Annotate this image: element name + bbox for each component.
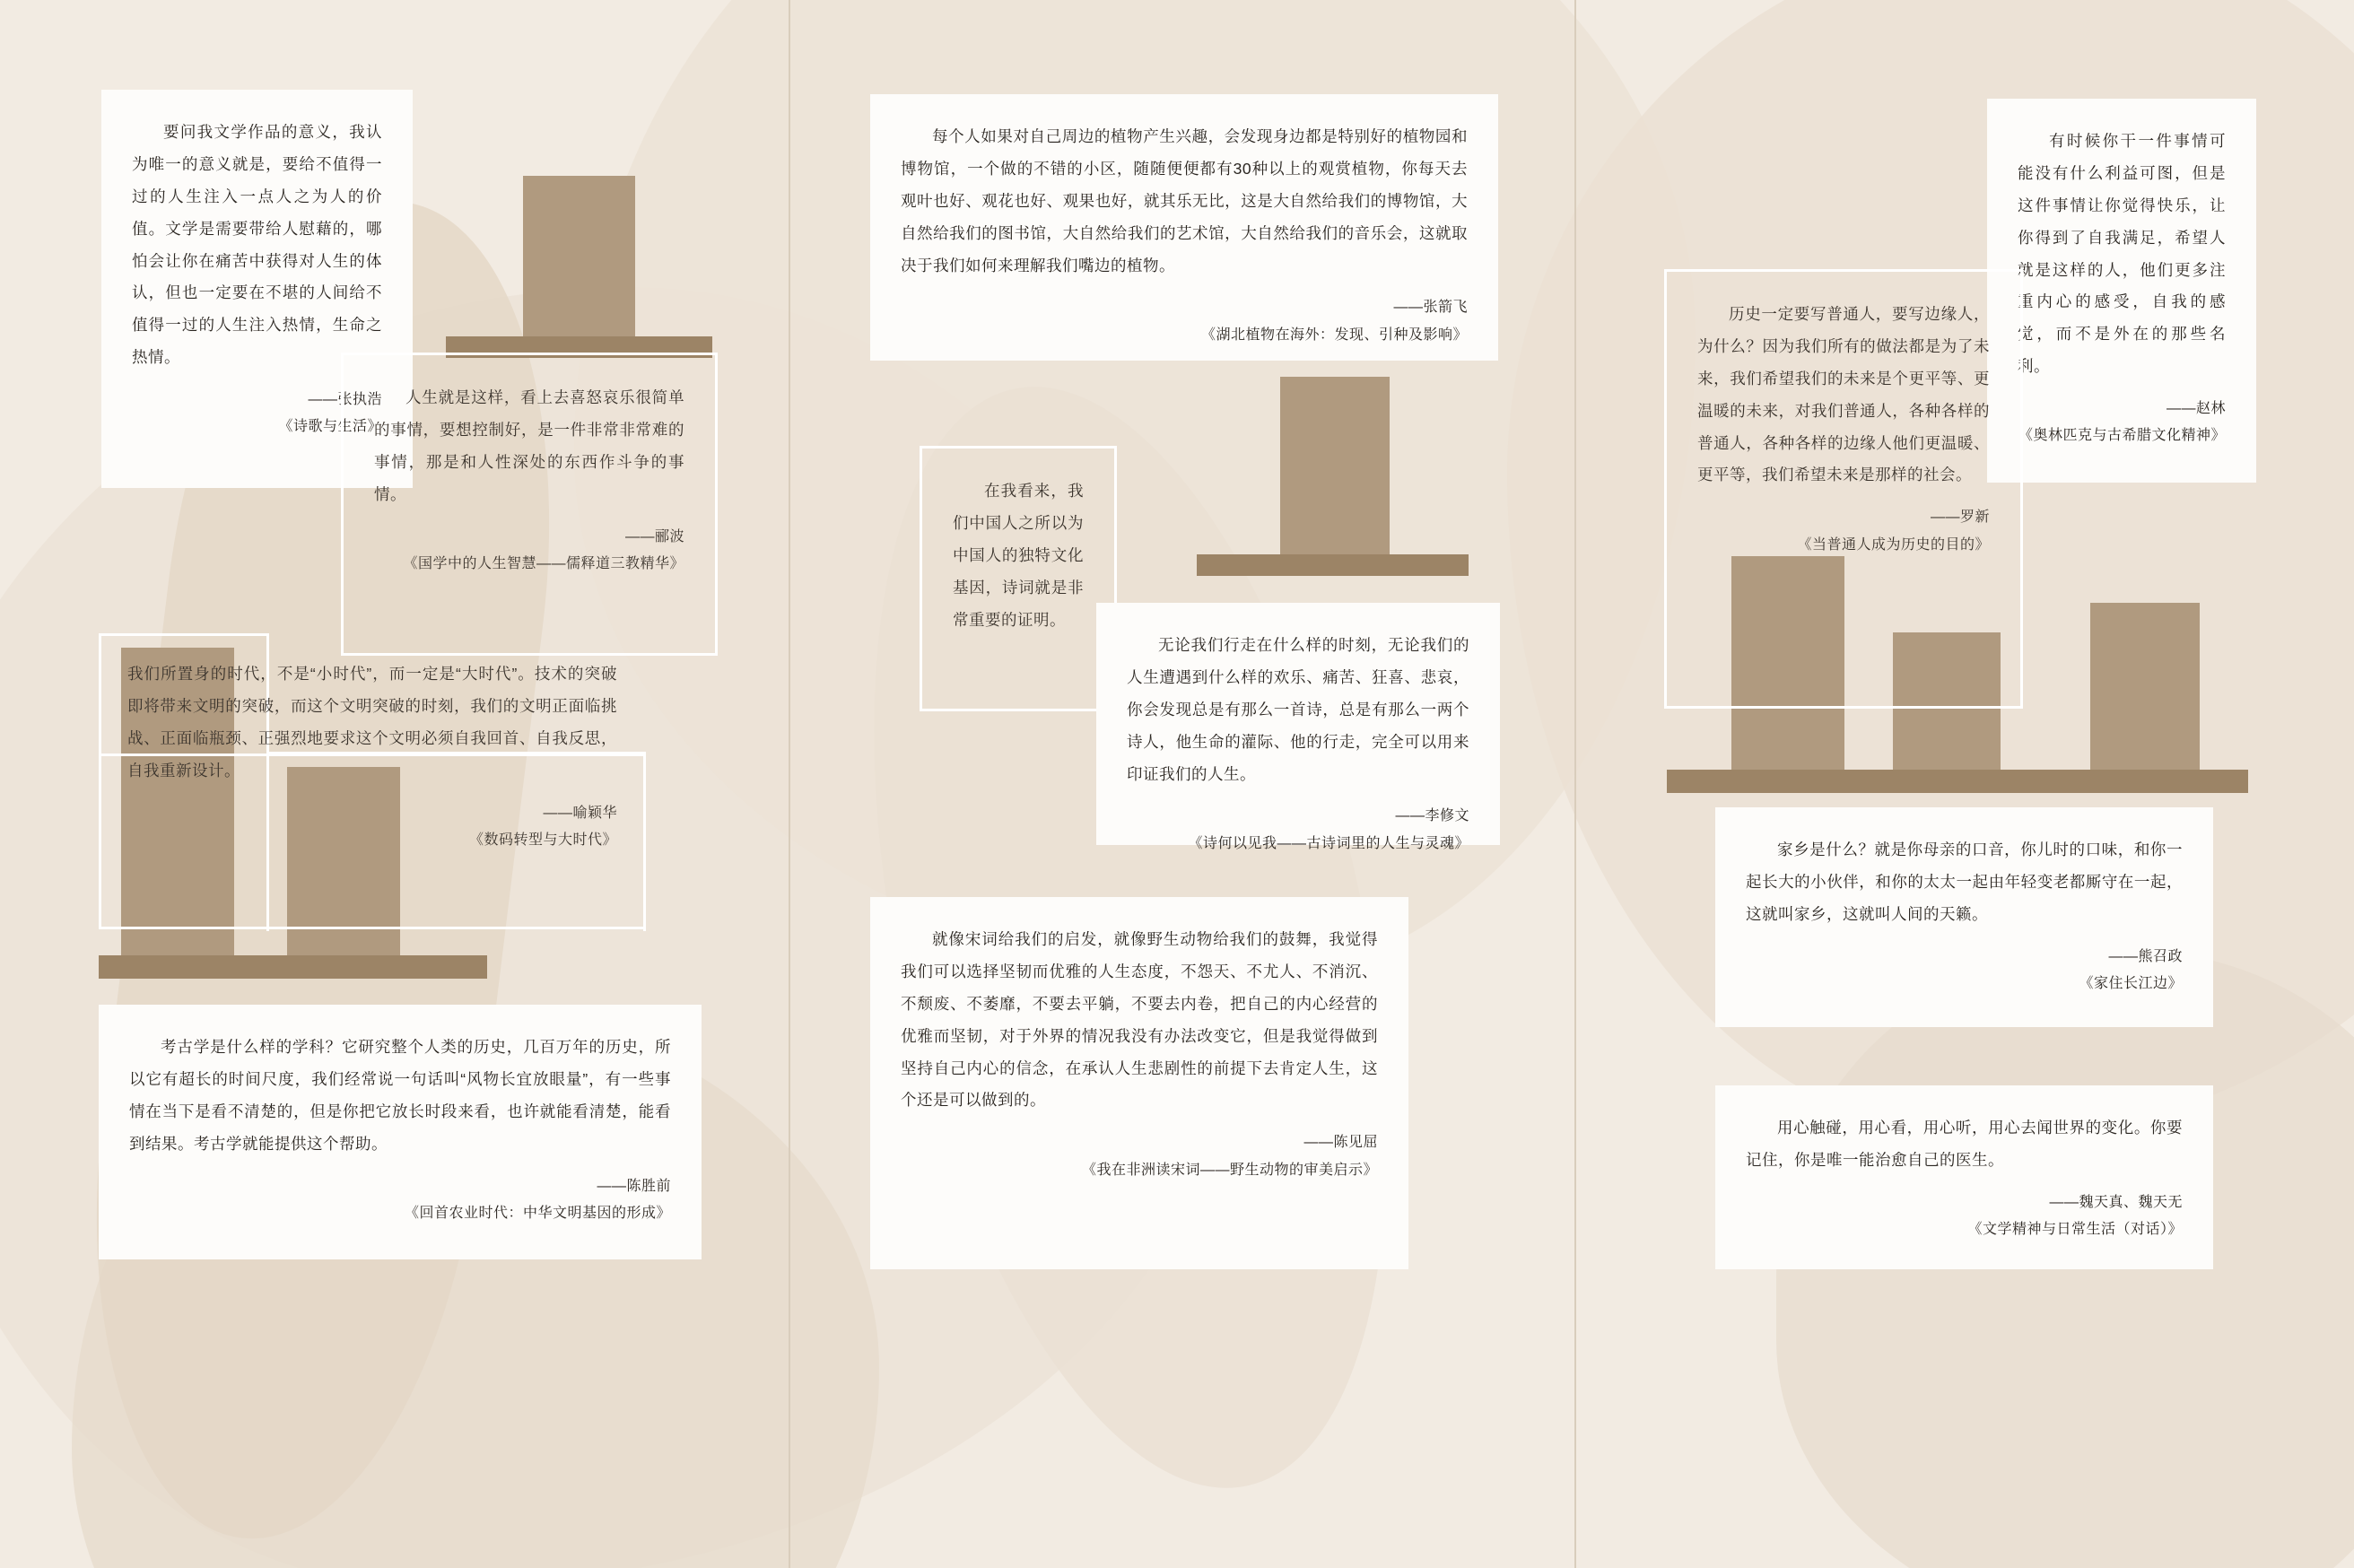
- quote-author: ——郦波: [624, 528, 684, 544]
- quote-author: ——李修文: [1395, 808, 1469, 824]
- quote-author: ——陈胜前: [597, 1178, 671, 1194]
- quote-author: ——陈见屈: [1303, 1135, 1378, 1151]
- quote-author: ——张箭飞: [1393, 300, 1468, 316]
- quote-attribution: [129, 1173, 671, 1228]
- pillar-base: [1667, 770, 2248, 793]
- quote-text: 就像宋词给我们的启发，就像野生动物给我们的鼓舞，我觉得我们可以选择坚韧而优雅的人生态度，不怨天、不尤人、不消沉、不颓废、不萎靡，不要去平躺，不要去内卷，把自己的内心经营的优雅而坚韧，对于外界的情况我没有办法改变它，但是我觉得做到坚持自己内心的信念，在承认人生悲剧性的前提下去肯定人生，这个还是可以做到的。: [901, 930, 1378, 1110]
- quote-text: 用心触碰，用心看，用心听，用心去闻世界的变化。你要记住，你是唯一能治愈自己的医生。: [1746, 1119, 2183, 1169]
- quote-author: ——张执浩: [308, 392, 382, 407]
- pillar-base: [99, 955, 487, 979]
- quote-source: 《湖北植物在海外：发现、引种及影响》: [1200, 327, 1468, 343]
- quote-source: 《当普通人成为历史的目的》: [1797, 536, 1990, 553]
- quote-text: 家乡是什么？就是你母亲的口音，你儿时的口味，和你一起长大的小伙伴，和你的太太一起由年轻变老都厮守在一起，这就叫家乡，这就叫人间的天籁。: [1746, 841, 2183, 923]
- quote-text: 每个人如果对自己周边的植物产生兴趣，会发现身边都是特别好的植物园和博物馆，一个做的不错的小区，随随便便都有30种以上的观赏植物，你每天去观叶也好、观花也好、观果也好，就其乐无比，这是大自然给我们的博物馆，大自然给我们的图书馆，大自然给我们的艺术馆，大自然给我们的音乐会，这就取决于我们如何来理解我们嘴边的植物。: [901, 127, 1468, 274]
- quote-card: [1096, 603, 1500, 851]
- quote-source: 《我在非洲读宋词——野生动物的审美启示》: [1081, 1162, 1378, 1178]
- quote-text: 要问我文学作品的意义，我认为唯一的意义就是，要给不值得一过的人生注入一点人之为人的价值。文学是需要带给人慰藉的，哪怕会让你在痛苦中获得对人生的体认，但也一定要在不堪的人间给不值得一过的人生注入热情，生命之热情。: [132, 123, 382, 367]
- quote-source: 《诗歌与生活》: [278, 419, 382, 435]
- quote-attribution: [1697, 504, 1990, 559]
- quote-author: ——魏天真、魏天无: [2049, 1194, 2183, 1210]
- quote-text: 我们所置身的时代，不是“小时代”，而一定是“大时代”。技术的突破即将带来文明的突破，而这个文明突破的时刻，我们的文明正面临挑战、正面临瓶颈、正强烈地要求这个文明必须自我回首、自我反思，自我重新设计。: [127, 665, 617, 780]
- quote-text: 在我看来，我们中国人之所以为中国人的独特文化基因，诗词就是非常重要的证明。: [953, 482, 1084, 629]
- quote-author: ——喻颖华: [543, 805, 617, 821]
- pillar-base: [1197, 554, 1469, 576]
- quote-source: 《家住长江边》: [2079, 976, 2183, 992]
- quote-author: ——罗新: [1930, 510, 1990, 526]
- quote-attribution: [901, 1129, 1378, 1184]
- quote-author: ——赵林: [2166, 401, 2226, 416]
- quote-source: 《国学中的人生智慧——儒释道三教精华》: [403, 555, 684, 571]
- quote-card: [100, 635, 644, 929]
- quote-attribution: [374, 524, 684, 579]
- pillar-graphic: [1280, 377, 1390, 556]
- fold-line: [1574, 0, 1576, 1568]
- quote-card: [1664, 269, 2023, 709]
- fold-line: [789, 0, 790, 1568]
- quote-text: 无论我们行走在什么样的时刻，无论我们的人生遭遇到什么样的欢乐、痛苦、狂喜、悲哀，你会发现总是有那么一首诗，总是有那么一两个诗人，他生命的灌际、他的行走，完全可以用来印证我们的人生。: [1127, 636, 1469, 783]
- quote-text: 有时候你干一件事情可能没有什么利益可图，但是这件事情让你觉得快乐，让你得到了自我满足，希望人就是这样的人，他们更多注重内心的感受，自我的感觉，而不是外在的那些名利。: [2018, 132, 2226, 376]
- quote-card: [99, 1005, 702, 1259]
- quote-attribution: [1127, 803, 1469, 858]
- quote-card: [1715, 807, 2213, 1027]
- quote-text: 人生就是这样，看上去喜怒哀乐很简单的事情，要想控制好，是一件非常非常难的事情，那是和人性深处的东西作斗争的事情。: [374, 388, 684, 503]
- quote-attribution: [1746, 944, 2183, 998]
- quote-text: 历史一定要写普通人，要写边缘人，为什么？因为我们所有的做法都是为了未来，我们希望我们的未来是个更平等、更温暖的未来，对我们普通人，各种各样的普通人，各种各样的边缘人他们更温暖、更平等，我们希望未来是那样的社会。: [1697, 305, 1990, 484]
- quote-source: 《奥林匹克与古希腊文化精神》: [2018, 428, 2226, 444]
- quote-card: [1987, 99, 2256, 483]
- quote-author: ——熊召政: [2108, 948, 2183, 964]
- quote-card: [341, 353, 718, 656]
- quote-card: [870, 94, 1498, 361]
- quote-attribution: [901, 294, 1468, 349]
- quote-source: 《诗何以见我——古诗词里的人生与灵魂》: [1188, 835, 1469, 851]
- quote-card: [870, 897, 1408, 1269]
- quote-attribution: [127, 800, 617, 855]
- quote-source: 《数码转型与大时代》: [468, 832, 617, 848]
- quote-text: 考古学是什么样的学科？它研究整个人类的历史，几百万年的历史，所以它有超长的时间尺度，我们经常说一句话叫“风物长宜放眼量”，有一些事情在当下是看不清楚的，但是你把它放长时段来看，也许就能看清楚，能看到结果。考古学就能提供这个帮助。: [129, 1038, 671, 1153]
- quote-card: [1715, 1085, 2213, 1269]
- pillar-graphic: [2090, 603, 2200, 780]
- quote-source: 《回首农业时代：中华文明基因的形成》: [404, 1205, 671, 1221]
- quote-card: [920, 446, 1117, 711]
- quote-source: 《文学精神与日常生活（对话）》: [1967, 1222, 2183, 1238]
- quote-attribution: [1746, 1189, 2183, 1244]
- pillar-graphic: [523, 176, 635, 342]
- quote-attribution: [2018, 396, 2226, 450]
